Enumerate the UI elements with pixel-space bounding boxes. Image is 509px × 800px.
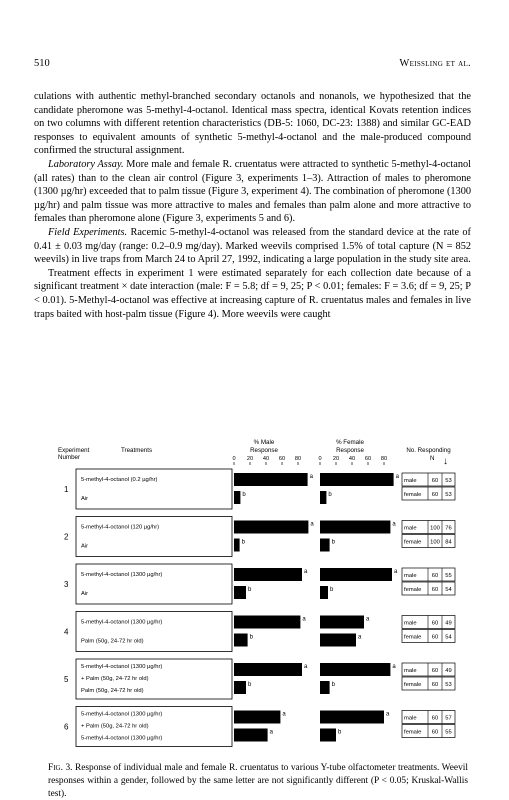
- col-experiment: Experiment: [58, 447, 90, 454]
- body-text: [34, 90, 471, 321]
- n-tested: 60: [431, 729, 439, 736]
- male-significance-letter: b: [241, 539, 245, 546]
- n-responding: 76: [445, 525, 452, 532]
- arrow-down-icon: ↓: [443, 456, 448, 467]
- female-significance-letter: a: [395, 474, 399, 480]
- female-response-bar: [320, 491, 326, 504]
- col-treatments: Treatments: [121, 447, 153, 454]
- female-response-bar: [320, 473, 394, 486]
- axis-tick-label: 80: [294, 456, 302, 462]
- running-head: Weissling et al.: [399, 58, 471, 69]
- male-response-bar: [234, 491, 240, 504]
- axis-tick-label: 20: [246, 456, 254, 462]
- male-response-bar: [234, 521, 308, 534]
- paragraph: [34, 90, 471, 158]
- sex-label: male: [404, 620, 417, 627]
- male-significance-letter: a: [310, 521, 314, 528]
- female-significance-letter: b: [331, 682, 335, 688]
- sex-label: male: [404, 478, 417, 484]
- n-tested: 60: [431, 587, 439, 593]
- caption-text: Response of individual male and female R. cruentatus to various Y-tube olfactometer treatments. Weevil responses within a gender, followed by the same letter are not significantly different (P < 0.05; Kruskal-Wallis test).: [48, 763, 468, 799]
- male-significance-letter: a: [282, 711, 286, 718]
- sex-label: male: [404, 573, 417, 579]
- male-response-bar: [234, 711, 280, 724]
- female-significance-letter: b: [331, 539, 335, 546]
- treatment-label: Air: [81, 496, 89, 502]
- male-response-bar: [234, 663, 302, 676]
- n-responding: 53: [445, 492, 452, 498]
- n-responding: 57: [445, 715, 452, 722]
- sex-label: male: [404, 525, 417, 532]
- sex-label: female: [404, 492, 422, 498]
- female-response-bar: [320, 521, 390, 534]
- col-female-title: % Female: [336, 439, 364, 446]
- axis-tick-label: 40: [262, 456, 270, 462]
- n-responding: 54: [445, 634, 452, 641]
- female-significance-letter: a: [366, 616, 370, 623]
- page-header: [34, 58, 471, 72]
- col-n: N: [430, 455, 435, 462]
- male-significance-letter: b: [242, 492, 246, 498]
- female-significance-letter: b: [330, 587, 334, 593]
- experiment-number: 5: [64, 675, 69, 684]
- female-significance-letter: a: [392, 664, 396, 670]
- treatment-label: + Palm (50g, 24-72 hr old): [81, 723, 149, 730]
- n-tested: 100: [430, 525, 440, 532]
- n-responding: 49: [445, 668, 452, 674]
- n-responding: 84: [445, 539, 452, 546]
- response-figure: [58, 436, 458, 758]
- n-tested: 60: [431, 478, 439, 484]
- treatment-label: 5-methyl-4-octanol (1300 µg/hr): [81, 735, 163, 742]
- sex-label: male: [404, 668, 417, 674]
- col-number: Number: [58, 454, 81, 461]
- male-response-bar: [234, 729, 268, 742]
- treatment-box: [76, 612, 232, 652]
- paragraph-text: Racemic 5-methyl-4-octanol was released from the standard device at the rate of 0.41 ± 0.03 mg/day (range: 0.2–0.9 mg/day). Marked weevils comprised 1.5% of total capture (N = 852 weevils) in live traps from March 24 to April 27, 1992, indicating a large population in the study site area.: [34, 226, 471, 266]
- male-response-bar: [234, 473, 308, 486]
- n-responding: 53: [445, 682, 452, 688]
- paragraph: [34, 226, 471, 267]
- experiment-number: 2: [64, 532, 69, 542]
- female-response-bar: [320, 568, 392, 581]
- male-response-bar: [234, 568, 302, 581]
- female-response-bar: [320, 634, 356, 647]
- male-significance-letter: a: [304, 569, 308, 575]
- treatment-box: [76, 564, 232, 604]
- female-significance-letter: b: [338, 729, 342, 736]
- male-response-bar: [234, 539, 240, 552]
- experiment-number: 3: [64, 580, 69, 589]
- axis-tick-label: 60: [278, 456, 286, 462]
- n-responding: 53: [445, 478, 452, 484]
- n-tested: 60: [431, 620, 439, 627]
- paragraph: [34, 158, 471, 226]
- male-significance-letter: b: [248, 587, 252, 593]
- treatment-label: + Palm (50g, 24-72 hr old): [81, 676, 149, 682]
- sex-label: female: [404, 682, 422, 688]
- treatment-label: 5-methyl-4-octanol (1300 µg/hr): [81, 664, 163, 670]
- n-tested: 60: [431, 715, 439, 722]
- female-response-bar: [320, 681, 330, 694]
- treatment-label: 5-methyl-4-octanol (1300 µg/hr): [81, 619, 163, 626]
- n-tested: 60: [431, 573, 439, 579]
- female-response-bar: [320, 711, 384, 724]
- female-significance-letter: b: [328, 492, 332, 498]
- treatment-label: Palm (50g, 24-72 hr old): [81, 688, 144, 694]
- treatment-label: 5-methyl-4-octanol (120 µg/hr): [81, 524, 160, 531]
- paragraph-text: More male and female R. cruentatus were attracted to synthetic 5-methyl-4-octanol (all rates) than to the clean air control (Figure 3, experiments 1–3). Attraction of males to pheromone (1300 µg/hr) exceeded that to palm tissue (Figure 3, experiment 4). The combination of pheromone (1300 µg/hr) and palm tissue was more attractive to males and females than palm alone and more attractive to females than pheromone alone (Figure 3, experiments 5 and 6).: [34, 158, 471, 225]
- n-responding: 55: [445, 573, 452, 579]
- male-significance-letter: b: [249, 634, 253, 641]
- n-responding: 49: [445, 620, 452, 627]
- treatment-label: Palm (50g, 24-72 hr old): [81, 638, 144, 645]
- experiment-number: 6: [64, 722, 69, 732]
- runin-heading: Laboratory Assay.: [48, 158, 124, 170]
- experiment-number: 4: [64, 627, 69, 637]
- female-significance-letter: a: [386, 711, 390, 718]
- col-responding: No. Responding: [406, 447, 451, 454]
- female-response-bar: [320, 663, 390, 676]
- n-responding: 55: [445, 729, 452, 736]
- treatment-label: 5-methyl-4-octanol (0.2 µg/hr): [81, 477, 158, 483]
- female-significance-letter: a: [358, 634, 362, 641]
- female-significance-letter: a: [392, 521, 396, 528]
- sex-label: male: [404, 715, 417, 722]
- male-significance-letter: a: [309, 474, 313, 480]
- axis-tick-label: 80: [380, 456, 388, 462]
- col-male-title: % Male: [253, 439, 275, 446]
- axis-tick-label: 0: [318, 456, 322, 462]
- n-tested: 60: [431, 634, 439, 641]
- female-response-bar: [320, 616, 364, 629]
- sex-label: female: [404, 539, 422, 546]
- axis-tick-label: 60: [364, 456, 372, 462]
- female-response-bar: [320, 539, 330, 552]
- paragraph-text: Treatment effects in experiment 1 were estimated separately for each collection date because of a significant treatment × date interaction (male: F = 5.8; df = 9, 25; P < 0.01; females: F = 3.6; df = 9, 25; P < 0.01). 5-Methyl-4-octanol was effective at increasing capture of R. cruentatus males and females in live traps baited with host-palm tissue (Figure 4). More weevils were caught: [34, 267, 471, 320]
- sex-label: female: [404, 729, 422, 736]
- male-significance-letter: b: [248, 682, 252, 688]
- sex-label: female: [404, 634, 422, 641]
- treatment-label: Air: [81, 543, 89, 550]
- male-response-bar: [234, 616, 300, 629]
- col-female-subtitle: Response: [336, 447, 364, 454]
- experiment-number: 1: [64, 485, 69, 494]
- male-response-bar: [234, 634, 248, 647]
- figure-3: [58, 436, 458, 758]
- treatment-box: [76, 469, 232, 509]
- col-male-subtitle: Response: [250, 447, 278, 454]
- paragraph-text: culations with authentic methyl-branched secondary octanols and nonanols, we hypothesized that the candidate pheromone was 5-methyl-4-octanol. Identical mass spectra, identical Kovats retention indices on two columns with different retention characteristics (DB-5: 1060, DC-23: 1388) and similar GC-EAD responses to equivalent amounts of synthetic 5-methyl-4-octanol and the male-produced compound confirmed the structural assignment.: [34, 91, 471, 157]
- caption-label: Fig. 3.: [48, 763, 73, 773]
- treatment-label: 5-methyl-4-octanol (1300 µg/hr): [81, 711, 163, 718]
- female-significance-letter: a: [394, 569, 398, 575]
- axis-tick-label: 40: [348, 456, 356, 462]
- sex-label: female: [404, 587, 422, 593]
- n-responding: 54: [445, 587, 452, 593]
- treatment-box: [76, 517, 232, 557]
- n-tested: 60: [431, 492, 439, 498]
- male-response-bar: [234, 586, 246, 599]
- male-significance-letter: a: [304, 664, 308, 670]
- female-response-bar: [320, 586, 328, 599]
- n-tested: 100: [430, 539, 440, 546]
- female-response-bar: [320, 729, 336, 742]
- paragraph: [34, 267, 471, 321]
- axis-tick-label: 0: [232, 456, 236, 462]
- n-tested: 60: [431, 668, 439, 674]
- male-significance-letter: a: [269, 729, 273, 736]
- treatment-label: 5-methyl-4-octanol (1300 µg/hr): [81, 572, 163, 578]
- runin-heading: Field Experiments.: [48, 226, 128, 238]
- axis-tick-label: 20: [332, 456, 340, 462]
- page-number: 510: [34, 58, 50, 69]
- treatment-label: Air: [81, 591, 89, 597]
- male-significance-letter: a: [302, 616, 306, 623]
- n-tested: 60: [431, 682, 439, 688]
- male-response-bar: [234, 681, 246, 694]
- figure-caption: [48, 762, 468, 800]
